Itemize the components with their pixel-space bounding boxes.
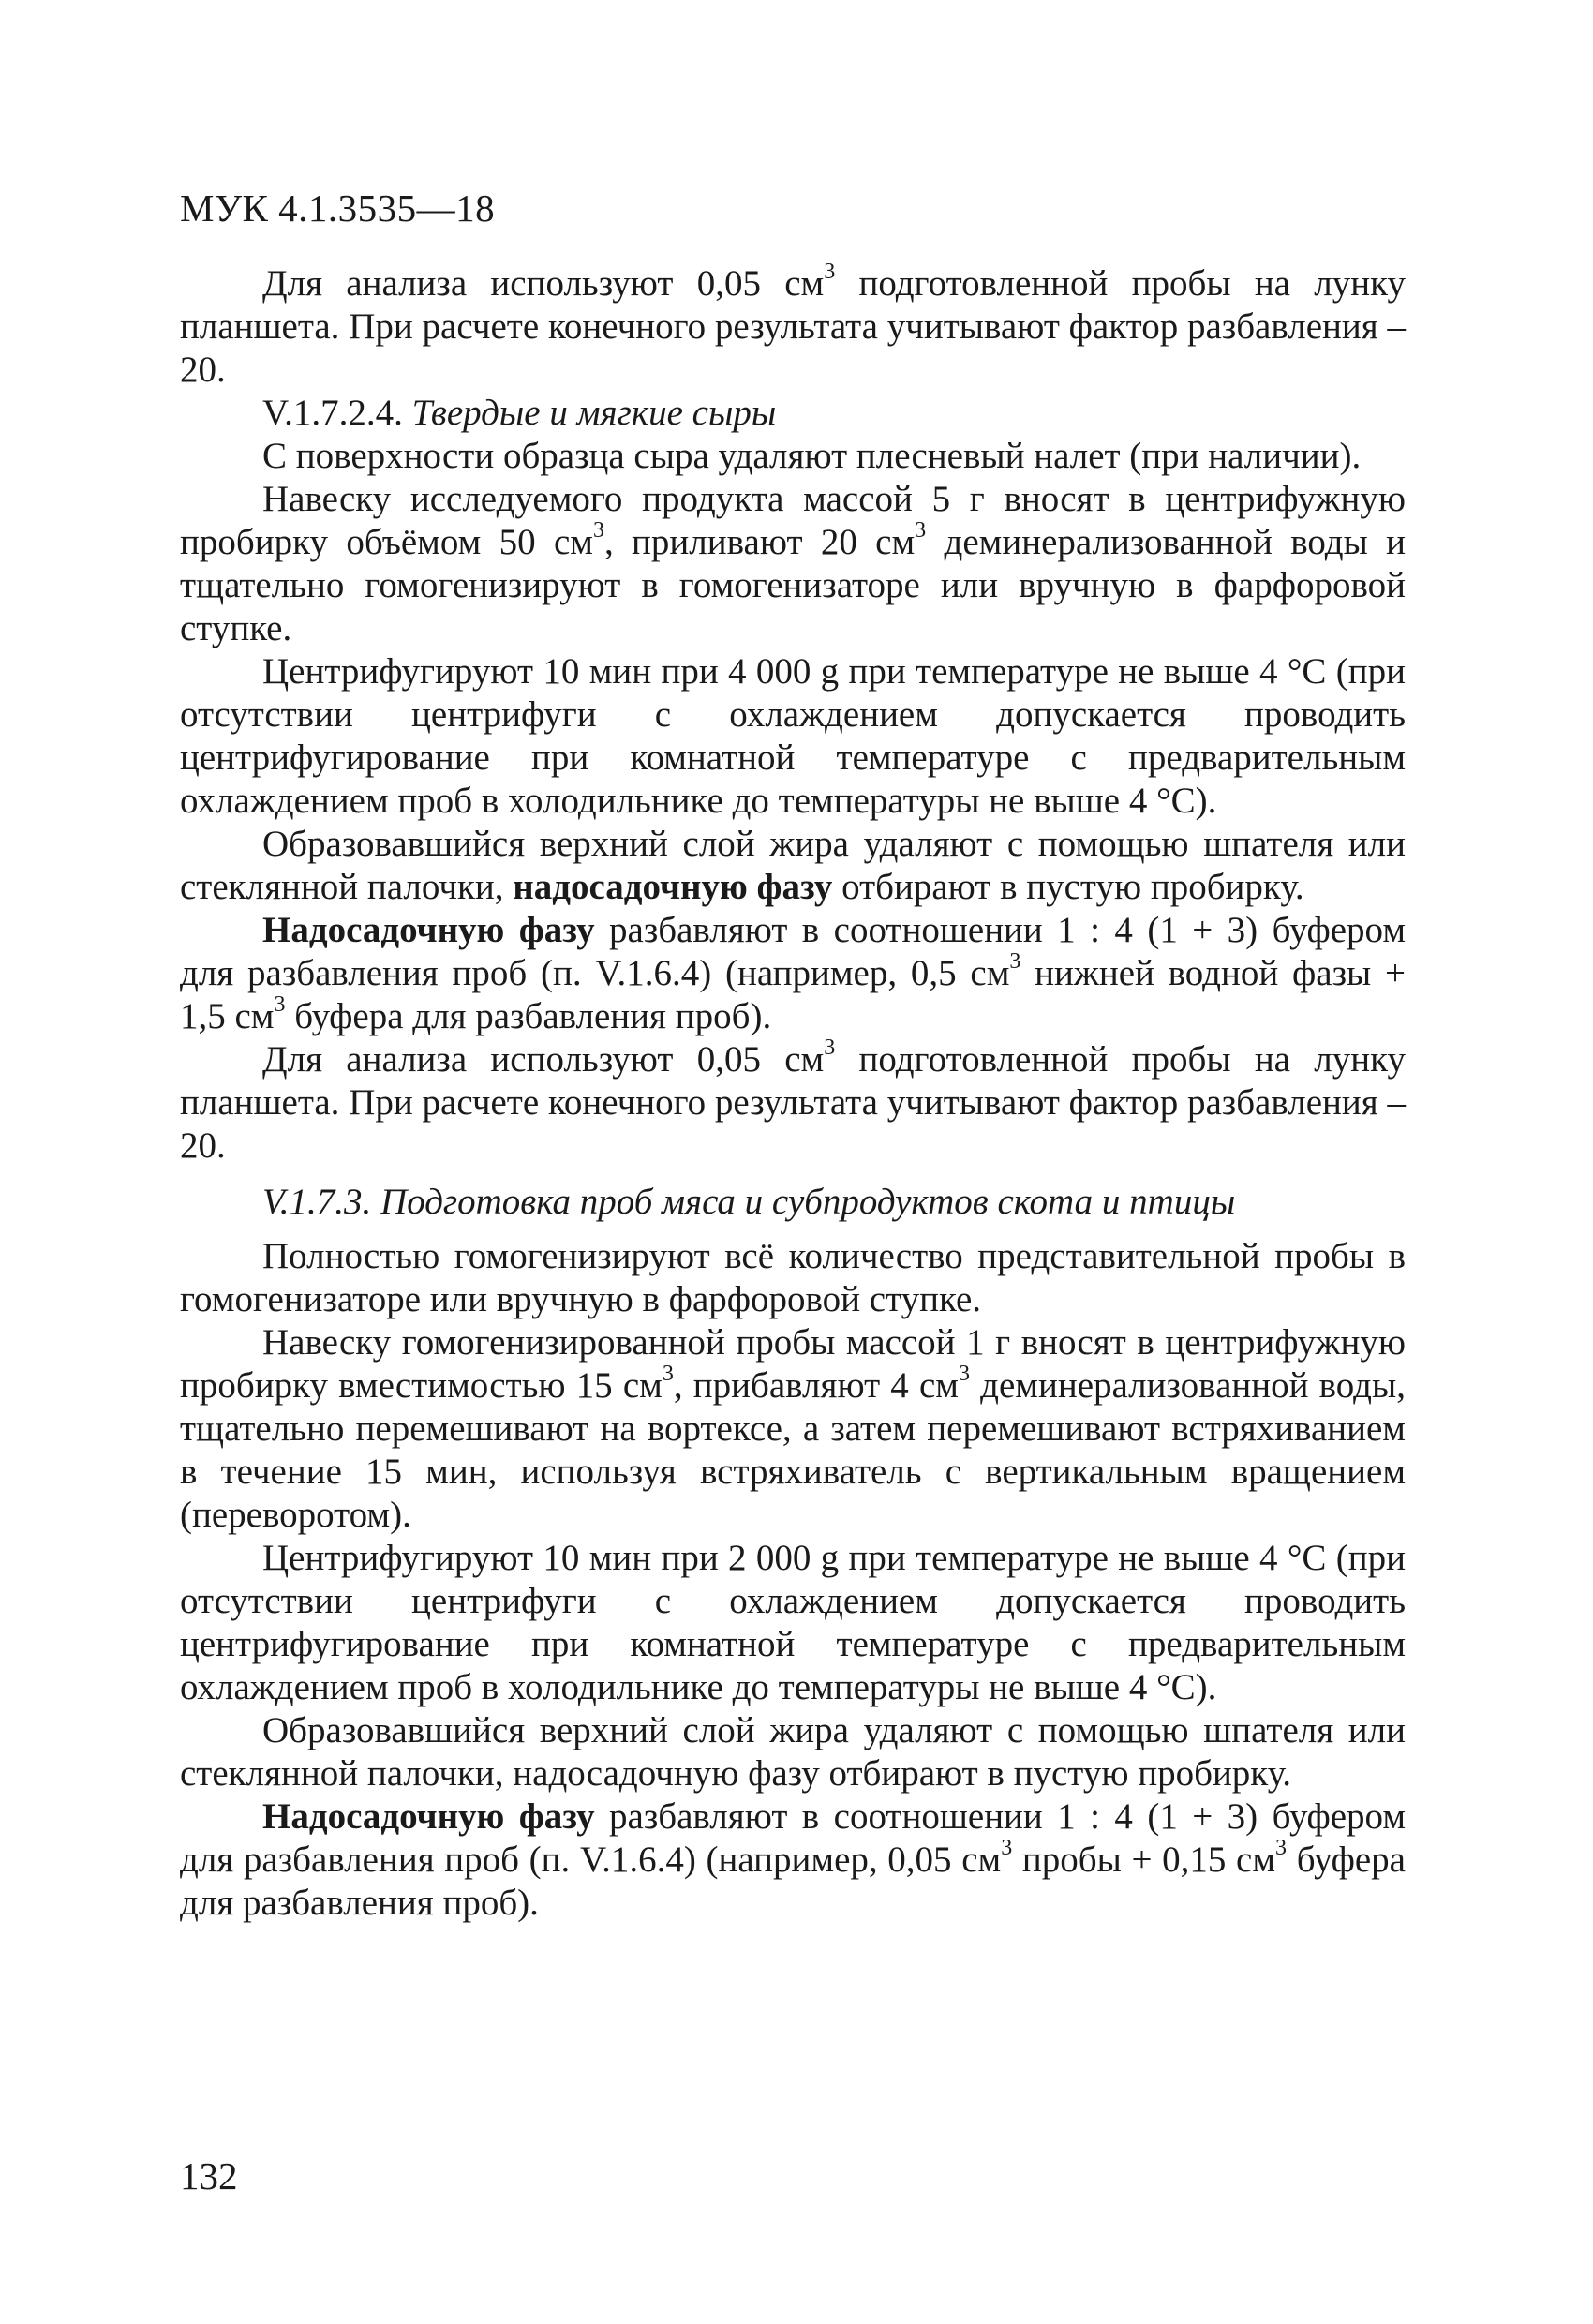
text-run: , приливают 20 см	[603, 522, 916, 562]
paragraph-meat-weight	[180, 1321, 1406, 1537]
text-run: деминерализованной воды и тщательно гомогенизируют в гомогенизаторе или вручную в фарфоровой ступке.	[180, 522, 1406, 648]
section-heading-meat: V.1.7.3. Подготовка проб мяса и субпродуктов скота и птицы	[262, 1182, 1236, 1222]
text-run: , прибавляют 4 см	[673, 1365, 959, 1406]
section-heading-cheese	[180, 392, 1406, 435]
section-title: Твердые и мягкие сыры	[411, 393, 777, 433]
superscript: 3	[1009, 949, 1021, 974]
paragraph-analysis-2	[180, 1035, 1406, 1168]
bold-term: Надосадочную фазу	[262, 1796, 595, 1837]
superscript: 3	[662, 1362, 674, 1386]
bold-term: надосадочную фазу	[513, 867, 833, 907]
text-run: Образовавшийся верхний слой жира удаляют с помощью шпателя или стеклянной палочки,	[180, 824, 1406, 907]
paragraph-analysis-1	[180, 262, 1406, 392]
page-number: 132	[180, 2154, 238, 2197]
section-number: V.1.7.2.4.	[262, 393, 412, 433]
superscript: 3	[1275, 1836, 1288, 1860]
document-code: МУК 4.1.3535—18	[180, 186, 496, 230]
document-body	[180, 262, 1406, 1925]
superscript: 3	[274, 992, 286, 1017]
superscript: 3	[958, 1362, 970, 1386]
text-run: Навеску исследуемого продукта массой 5 г вносят в центрифужную пробирку объёмом 50 см	[180, 479, 1406, 562]
paragraph-fat-removal-2: Образовавшийся верхний слой жира удаляют с помощью шпателя или стеклянной палочки, надосадочную фазу отбирают в пустую пробирку.	[180, 1710, 1406, 1794]
text-run: отбирают в пустую пробирку.	[832, 867, 1304, 907]
paragraph-dilution-2	[180, 1795, 1406, 1925]
text-run: буфера для разбавления проб).	[180, 1840, 1406, 1923]
text-run: подготовленной пробы на лунку планшета. При расчете конечного результата учитывают фактор разбавления – 20.	[180, 1039, 1406, 1166]
paragraph-dilution-1	[180, 909, 1406, 1038]
text-run: разбавляют в соотношении 1 : 4 (1 + 3) буфером для разбавления проб (п. V.1.6.4) (например, 0,05 см	[180, 1796, 1406, 1880]
text-run: буфера для разбавления проб).	[285, 996, 772, 1036]
text-run: нижней водной фазы + 1,5 см	[180, 953, 1406, 1036]
superscript: 3	[824, 260, 836, 284]
superscript: 3	[915, 518, 927, 543]
superscript: 3	[1001, 1836, 1013, 1860]
text-run: Для анализа используют 0,05 см	[262, 1039, 825, 1080]
superscript: 3	[592, 518, 604, 543]
superscript: 3	[824, 1035, 836, 1060]
text-run: разбавляют в соотношении 1 : 4 (1 + 3) буфером для разбавления проб (п. V.1.6.4) (например, 0,5 см	[180, 910, 1406, 993]
bold-term: Надосадочную фазу	[262, 910, 595, 950]
paragraph-mold-removal: С поверхности образца сыра удаляют плесневый налет (при наличии).	[262, 436, 1362, 476]
text-run: Для анализа используют 0,05 см	[262, 263, 825, 304]
text-run: деминерализованной воды, тщательно перемешивают на вортексе, а затем перемешивают встряхиванием в течение 15 мин, используя встряхиватель с вертикальным вращением (переворотом).	[180, 1365, 1406, 1535]
paragraph-centrifuge-1: Центрифугируют 10 мин при 4 000 g при температуре не выше 4 °С (при отсутствии центрифуги с охлаждением допускается проводить центрифугирование при комнатной температуре с предварительным охлаждением проб в холодильнике до температуры не выше 4 °С).	[180, 651, 1406, 821]
paragraph-fat-removal-1	[180, 823, 1406, 909]
paragraph-centrifuge-2: Центрифугируют 10 мин при 2 000 g при температуре не выше 4 °С (при отсутствии центрифуги с охлаждением допускается проводить центрифугирование при комнатной температуре с предварительным охлаждением проб в холодильнике до температуры не выше 4 °С).	[180, 1538, 1406, 1707]
text-run: подготовленной пробы на лунку планшета. При расчете конечного результата учитывают фактор разбавления – 20.	[180, 263, 1406, 390]
text-run: Навеску гомогенизированной пробы массой 1 г вносят в центрифужную пробирку вместимостью 15 см	[180, 1322, 1406, 1406]
paragraph-sample-weight	[180, 478, 1406, 650]
paragraph-homogenize: Полностью гомогенизируют всё количество представительной пробы в гомогенизаторе или вручную в фарфоровой ступке.	[180, 1236, 1406, 1319]
text-run: пробы + 0,15 см	[1012, 1840, 1276, 1880]
